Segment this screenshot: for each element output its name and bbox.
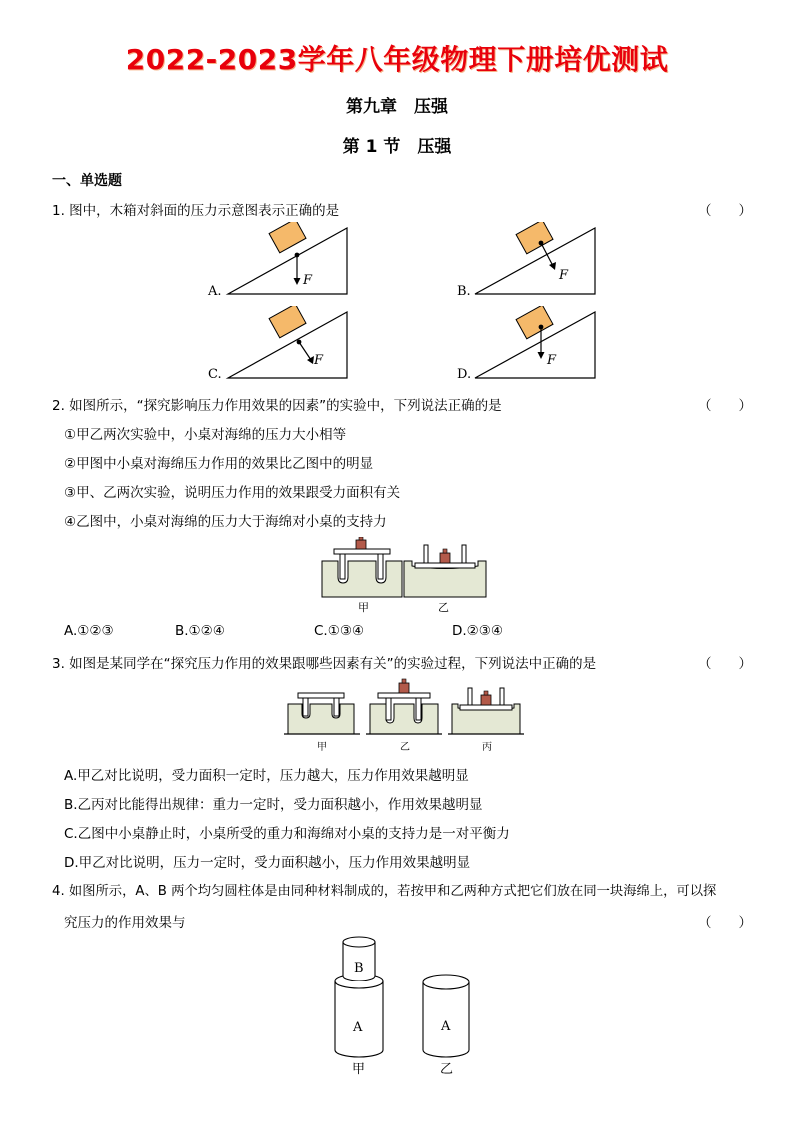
chapter-heading: 第九章 压强 xyxy=(346,97,448,117)
q2-option-d[interactable]: D.②③④ xyxy=(452,623,503,639)
table-leg xyxy=(416,698,421,720)
q2-option-c[interactable]: C.①③④ xyxy=(314,623,365,639)
table-top-bing xyxy=(460,705,512,710)
q3-figure xyxy=(282,676,526,754)
fig-label-bing: 丙 xyxy=(482,742,492,753)
q1-figure-c xyxy=(220,306,350,382)
fig-label-yi: 乙 xyxy=(400,742,410,753)
cylinder-a-yi xyxy=(423,975,469,1057)
table-leg xyxy=(334,698,339,716)
document-title: 2022-2023学年八年级物理下册培优测试 xyxy=(125,43,669,76)
q2-option-a[interactable]: A.①②③ xyxy=(64,623,114,639)
sponge-jia xyxy=(288,704,354,734)
weight-knob xyxy=(443,549,447,553)
q1-option-c-label: C. xyxy=(208,367,222,382)
section-heading: 第 1 节 压强 xyxy=(342,137,452,157)
wooden-box xyxy=(516,306,553,339)
force-label: F xyxy=(547,353,557,368)
fig-label-yi: 乙 xyxy=(438,601,449,614)
q2-stem: 2. 如图所示，“探究影响压力作用效果的因素”的实验中，下列说法正确的是 xyxy=(52,398,502,414)
label-a-yi: A xyxy=(441,1019,451,1034)
fig-label-jia: 甲 xyxy=(352,1062,366,1077)
weight-yi xyxy=(399,683,409,693)
table-leg xyxy=(340,554,345,579)
q1-option-b-label: B. xyxy=(457,284,471,299)
fig-label-jia: 甲 xyxy=(317,742,327,753)
q1-figure-d xyxy=(469,306,599,382)
q4-figure xyxy=(326,930,476,1080)
fig-label-yi: 乙 xyxy=(440,1062,454,1077)
weight-knob xyxy=(359,537,363,540)
wooden-box xyxy=(269,306,306,338)
table-leg xyxy=(378,554,383,579)
q4-stem-line2: 究压力的作用效果与 xyxy=(64,915,186,931)
q1-option-a-label: A. xyxy=(208,284,222,299)
q2-figure xyxy=(318,537,490,617)
q2-statement-2: ②甲图中小桌对海绵压力作用的效果比乙图中的明显 xyxy=(64,456,374,472)
q4-answer-paren: （ ） xyxy=(698,915,752,931)
cylinder-a-jia xyxy=(335,976,383,1057)
weight-jia xyxy=(356,540,366,549)
q2-statement-1: ①甲乙两次实验中，小桌对海绵的压力大小相等 xyxy=(64,427,347,443)
sponge-jia xyxy=(322,561,402,597)
weight-knob xyxy=(402,679,406,683)
q1-option-d-label: D. xyxy=(457,367,472,382)
table-top-yi xyxy=(378,693,430,698)
q3-answer-paren: （ ） xyxy=(698,656,752,672)
table-top-yi xyxy=(415,563,475,568)
weight-bing xyxy=(481,695,491,705)
label-b: B xyxy=(354,961,364,976)
force-label: F xyxy=(303,273,313,288)
q3-option-c[interactable]: C.乙图中小桌静止时，小桌所受的重力和海绵对小桌的支持力是一对平衡力 xyxy=(64,826,510,842)
q3-stem: 3. 如图是某同学在“探究压力作用的效果跟哪些因素有关”的实验过程，下列说法中正确的是 xyxy=(52,656,597,672)
q3-option-a[interactable]: A.甲乙对比说明，受力面积一定时，压力越大，压力作用效果越明显 xyxy=(64,768,469,784)
q2-statement-4: ④乙图中，小桌对海绵的压力大于海绵对小桌的支持力 xyxy=(64,514,387,530)
fig-label-jia: 甲 xyxy=(358,601,369,614)
table-top-jia xyxy=(334,549,390,554)
q3-option-d[interactable]: D.甲乙对比说明，压力一定时，受力面积越小，压力作用效果越明显 xyxy=(64,855,471,871)
q4-stem-line1: 4. 如图所示，A、B 两个均匀圆柱体是由同种材料制成的，若按甲和乙两种方式把它们放在同一块海绵上，可以探 xyxy=(52,884,717,899)
table-leg xyxy=(468,688,472,705)
table-leg xyxy=(424,545,428,563)
q2-statement-3: ③甲、乙两次实验，说明压力作用的效果跟受力面积有关 xyxy=(64,485,401,501)
wooden-box xyxy=(269,222,306,253)
table-top-jia xyxy=(298,693,344,698)
table-leg xyxy=(500,688,504,705)
sponge-yi xyxy=(370,704,438,734)
q2-option-b[interactable]: B.①②④ xyxy=(175,623,225,639)
weight-knob xyxy=(484,691,488,695)
table-leg xyxy=(303,698,308,716)
section-label: 一、单选题 xyxy=(52,173,122,189)
table-leg xyxy=(462,545,466,563)
q1-stem: 1. 图中，木箱对斜面的压力示意图表示正确的是 xyxy=(52,203,340,219)
wooden-box xyxy=(516,222,553,254)
label-a-jia: A xyxy=(353,1020,363,1035)
weight-yi xyxy=(440,553,450,563)
force-label: F xyxy=(314,353,324,368)
q1-figure-a xyxy=(220,222,350,298)
q3-option-b[interactable]: B.乙丙对比能得出规律：重力一定时，受力面积越小，作用效果越明显 xyxy=(64,797,483,813)
q1-figure-b xyxy=(469,222,599,298)
q2-answer-paren: （ ） xyxy=(698,398,752,414)
table-leg xyxy=(386,698,391,720)
force-label: F xyxy=(559,268,569,283)
q1-answer-paren: （ ） xyxy=(698,203,752,219)
